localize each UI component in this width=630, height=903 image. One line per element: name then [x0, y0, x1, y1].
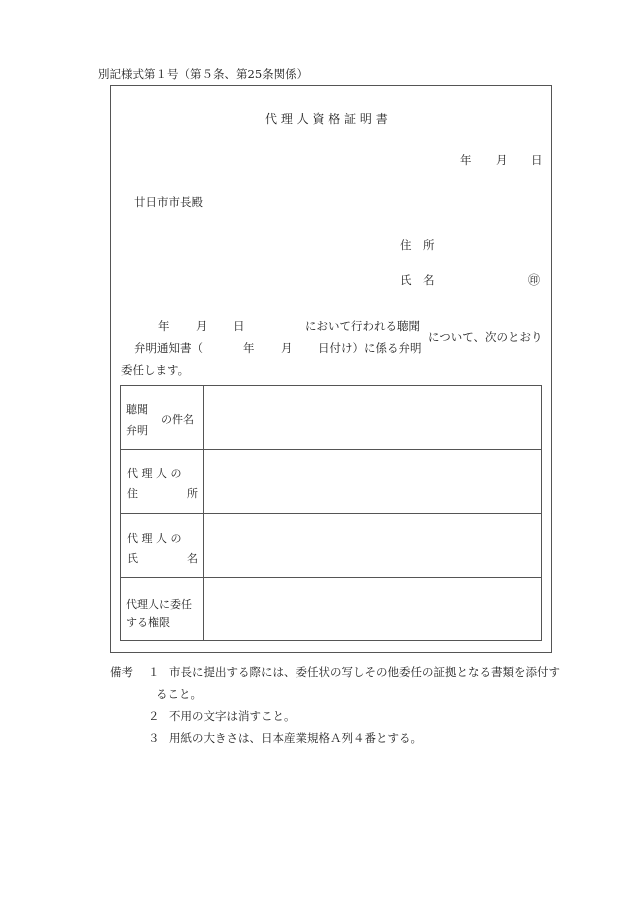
date-month-label: 月 [496, 153, 508, 167]
remark-2-number: ２ [148, 709, 160, 723]
body-continuation-text: について、次のとおり [428, 330, 543, 344]
body-hearing-text: において行われる聴聞 [305, 319, 420, 333]
case-label-subject: の件名 [161, 413, 194, 426]
authority-label-top: 代理人に委任 [126, 598, 192, 611]
case-label-hearing: 聴聞 [126, 403, 148, 416]
case-label-explanation: 弁明 [126, 424, 148, 437]
form-number-note: 別記様式第１号（第５条、第25条関係） [98, 67, 309, 81]
agent-address-label-left: 住 [127, 487, 138, 500]
applicant-address-label: 住 所 [400, 238, 435, 252]
table-row-case [121, 386, 541, 448]
agent-name-label-top: 代 理 人 の [127, 532, 182, 545]
body-month-label: 月 [196, 319, 208, 333]
body-notice-month: 月 [281, 341, 293, 355]
applicant-name-label: 氏 名 [400, 273, 435, 287]
remark-1-number: １ [148, 665, 160, 679]
body-year-label: 年 [158, 319, 170, 333]
body-notice-tail: 日付け）に係る弁明 [318, 341, 422, 355]
table-row-agent-address [121, 449, 541, 513]
table-row-agent-name [121, 513, 541, 577]
remark-1-text: 市長に提出する際には、委任状の写しその他委任の証拠となる書類を添付す [169, 665, 560, 679]
remark-1-continuation: ること。 [156, 687, 202, 701]
date-year-label: 年 [460, 153, 472, 167]
table-row-authority [121, 577, 541, 640]
body-notice-text: 弁明通知書（ [134, 341, 203, 355]
date-day-label: 日 [531, 153, 543, 167]
body-delegation-text: 委任します。 [121, 363, 190, 377]
body-day-label: 日 [233, 319, 245, 333]
agent-name-label-right: 名 [187, 552, 198, 565]
remarks-heading: 備考 [110, 665, 133, 679]
agent-address-label-top: 代 理 人 の [127, 467, 182, 480]
remark-3-number: ３ [148, 731, 160, 745]
body-notice-year: 年 [243, 341, 255, 355]
remark-2-text: 不用の文字は消すこと。 [169, 709, 296, 723]
document-title: 代 理 人 資 格 証 明 書 [265, 112, 388, 126]
agent-address-label-right: 所 [187, 487, 198, 500]
addressee: 廿日市市長殿 [134, 195, 203, 209]
seal-mark: ㊞ [528, 273, 541, 287]
agent-name-label-left: 氏 [127, 552, 138, 565]
delegation-table [120, 385, 542, 641]
authority-label-bottom: する権限 [126, 616, 170, 629]
remark-3-text: 用紙の大きさは、日本産業規格Ａ列４番とする。 [169, 731, 422, 745]
